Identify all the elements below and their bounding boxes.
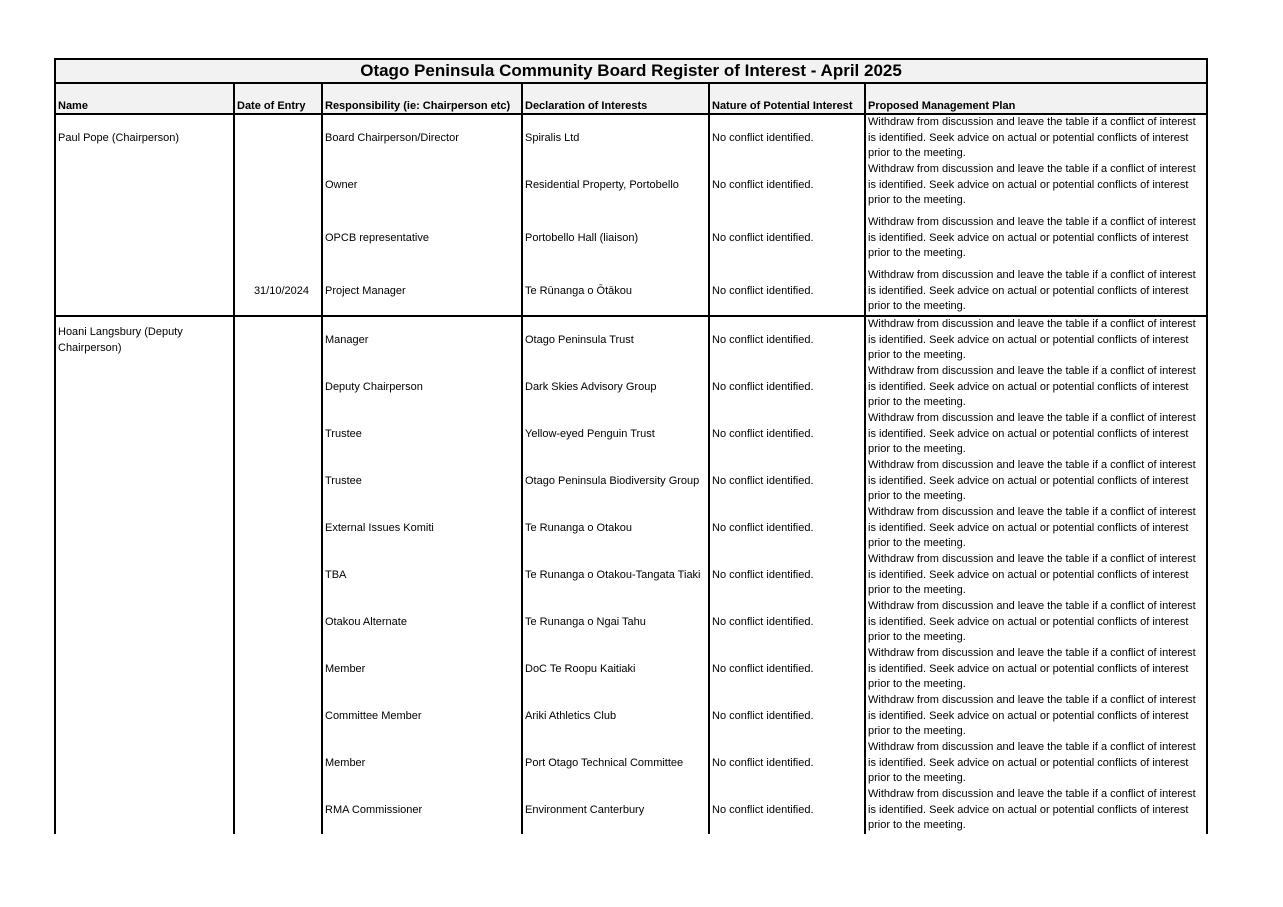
entry-date [234, 458, 322, 505]
header-row [55, 83, 1207, 114]
entry-date [234, 693, 322, 740]
table-row [55, 114, 1207, 162]
management-plan-cell: Withdraw from discussion and leave the table if a conflict of interest is identified. Seek advice on actual or potential conflicts of interest prior to the meeting. [865, 268, 1207, 316]
responsibility-cell: Trustee [322, 411, 522, 458]
responsibility-cell: OPCB representative [322, 209, 522, 268]
responsibility-cell: Committee Member [322, 693, 522, 740]
responsibility-cell: Member [322, 646, 522, 693]
nature-cell: No conflict identified. [709, 458, 865, 505]
declaration-cell: Residential Property, Portobello [522, 162, 709, 209]
responsibility-cell: Project Manager [322, 268, 522, 316]
column-header-date: Date of Entry [234, 83, 322, 114]
management-plan-cell: Withdraw from discussion and leave the table if a conflict of interest is identified. Seek advice on actual or potential conflicts of interest prior to the meeting. [865, 411, 1207, 458]
responsibility-cell: Member [322, 740, 522, 787]
responsibility-cell: Otakou Alternate [322, 599, 522, 646]
entry-date [234, 505, 322, 552]
management-plan-cell: Withdraw from discussion and leave the table if a conflict of interest is identified. Seek advice on actual or potential conflicts of interest prior to the meeting. [865, 646, 1207, 693]
declaration-cell: Dark Skies Advisory Group [522, 364, 709, 411]
declaration-cell: Te Rūnanga o Ōtākou [522, 268, 709, 316]
entry-date [234, 646, 322, 693]
responsibility-cell: Board Chairperson/Director [322, 114, 522, 162]
register-body [55, 114, 1207, 834]
register-table [54, 58, 1208, 834]
entry-date [234, 209, 322, 268]
entry-date [234, 316, 322, 364]
column-header-name: Name [55, 83, 234, 114]
nature-cell: No conflict identified. [709, 740, 865, 787]
responsibility-cell: Owner [322, 162, 522, 209]
entry-date [234, 552, 322, 599]
entry-date [234, 599, 322, 646]
entry-date [234, 411, 322, 458]
entry-date [234, 740, 322, 787]
nature-cell: No conflict identified. [709, 552, 865, 599]
column-header-nature: Nature of Potential Interest [709, 83, 865, 114]
responsibility-cell: Deputy Chairperson [322, 364, 522, 411]
column-header-responsibility: Responsibility (ie: Chairperson etc) [322, 83, 522, 114]
management-plan-cell: Withdraw from discussion and leave the table if a conflict of interest is identified. Seek advice on actual or potential conflicts of interest prior to the meeting. [865, 552, 1207, 599]
nature-cell: No conflict identified. [709, 411, 865, 458]
management-plan-cell: Withdraw from discussion and leave the table if a conflict of interest is identified. Seek advice on actual or potential conflicts of interest prior to the meeting. [865, 505, 1207, 552]
management-plan-cell: Withdraw from discussion and leave the table if a conflict of interest is identified. Seek advice on actual or potential conflicts of interest prior to the meeting. [865, 162, 1207, 209]
declaration-cell: Spiralis Ltd [522, 114, 709, 162]
nature-cell: No conflict identified. [709, 787, 865, 834]
table-row [55, 316, 1207, 364]
management-plan-cell: Withdraw from discussion and leave the table if a conflict of interest is identified. Seek advice on actual or potential conflicts of interest prior to the meeting. [865, 114, 1207, 162]
entry-date: 31/10/2024 [234, 268, 322, 316]
nature-cell: No conflict identified. [709, 162, 865, 209]
member-name: Paul Pope (Chairperson) [55, 114, 234, 316]
page-title: Otago Peninsula Community Board Register of Interest - April 2025 [55, 59, 1207, 83]
column-header-plan: Proposed Management Plan [865, 83, 1207, 114]
column-header-declaration: Declaration of Interests [522, 83, 709, 114]
nature-cell: No conflict identified. [709, 316, 865, 364]
responsibility-cell: TBA [322, 552, 522, 599]
declaration-cell: Environment Canterbury [522, 787, 709, 834]
entry-date [234, 787, 322, 834]
entry-date [234, 364, 322, 411]
management-plan-cell: Withdraw from discussion and leave the table if a conflict of interest is identified. Seek advice on actual or potential conflicts of interest prior to the meeting. [865, 693, 1207, 740]
responsibility-cell: RMA Commissioner [322, 787, 522, 834]
nature-cell: No conflict identified. [709, 114, 865, 162]
declaration-cell: DoC Te Roopu Kaitiaki [522, 646, 709, 693]
declaration-cell: Te Runanga o Ngai Tahu [522, 599, 709, 646]
management-plan-cell: Withdraw from discussion and leave the table if a conflict of interest is identified. Seek advice on actual or potential conflicts of interest prior to the meeting. [865, 599, 1207, 646]
management-plan-cell: Withdraw from discussion and leave the table if a conflict of interest is identified. Seek advice on actual or potential conflicts of interest prior to the meeting. [865, 316, 1207, 364]
management-plan-cell: Withdraw from discussion and leave the table if a conflict of interest is identified. Seek advice on actual or potential conflicts of interest prior to the meeting. [865, 209, 1207, 268]
entry-date [234, 162, 322, 209]
nature-cell: No conflict identified. [709, 209, 865, 268]
declaration-cell: Otago Peninsula Biodiversity Group [522, 458, 709, 505]
responsibility-cell: Trustee [322, 458, 522, 505]
management-plan-cell: Withdraw from discussion and leave the table if a conflict of interest is identified. Seek advice on actual or potential conflicts of interest prior to the meeting. [865, 740, 1207, 787]
register-sheet [54, 58, 1206, 834]
responsibility-cell: Manager [322, 316, 522, 364]
declaration-cell: Portobello Hall (liaison) [522, 209, 709, 268]
nature-cell: No conflict identified. [709, 268, 865, 316]
declaration-cell: Port Otago Technical Committee [522, 740, 709, 787]
member-name: Hoani Langsbury (Deputy Chairperson) [55, 316, 234, 834]
nature-cell: No conflict identified. [709, 505, 865, 552]
declaration-cell: Te Runanga o Otakou [522, 505, 709, 552]
declaration-cell: Te Runanga o Otakou-Tangata Tiaki [522, 552, 709, 599]
management-plan-cell: Withdraw from discussion and leave the table if a conflict of interest is identified. Seek advice on actual or potential conflicts of interest prior to the meeting. [865, 364, 1207, 411]
nature-cell: No conflict identified. [709, 646, 865, 693]
nature-cell: No conflict identified. [709, 364, 865, 411]
nature-cell: No conflict identified. [709, 599, 865, 646]
declaration-cell: Yellow-eyed Penguin Trust [522, 411, 709, 458]
management-plan-cell: Withdraw from discussion and leave the table if a conflict of interest is identified. Seek advice on actual or potential conflicts of interest prior to the meeting. [865, 458, 1207, 505]
declaration-cell: Ariki Athletics Club [522, 693, 709, 740]
declaration-cell: Otago Peninsula Trust [522, 316, 709, 364]
management-plan-cell: Withdraw from discussion and leave the table if a conflict of interest is identified. Seek advice on actual or potential conflicts of interest prior to the meeting. [865, 787, 1207, 834]
entry-date [234, 114, 322, 162]
nature-cell: No conflict identified. [709, 693, 865, 740]
responsibility-cell: External Issues Komiti [322, 505, 522, 552]
